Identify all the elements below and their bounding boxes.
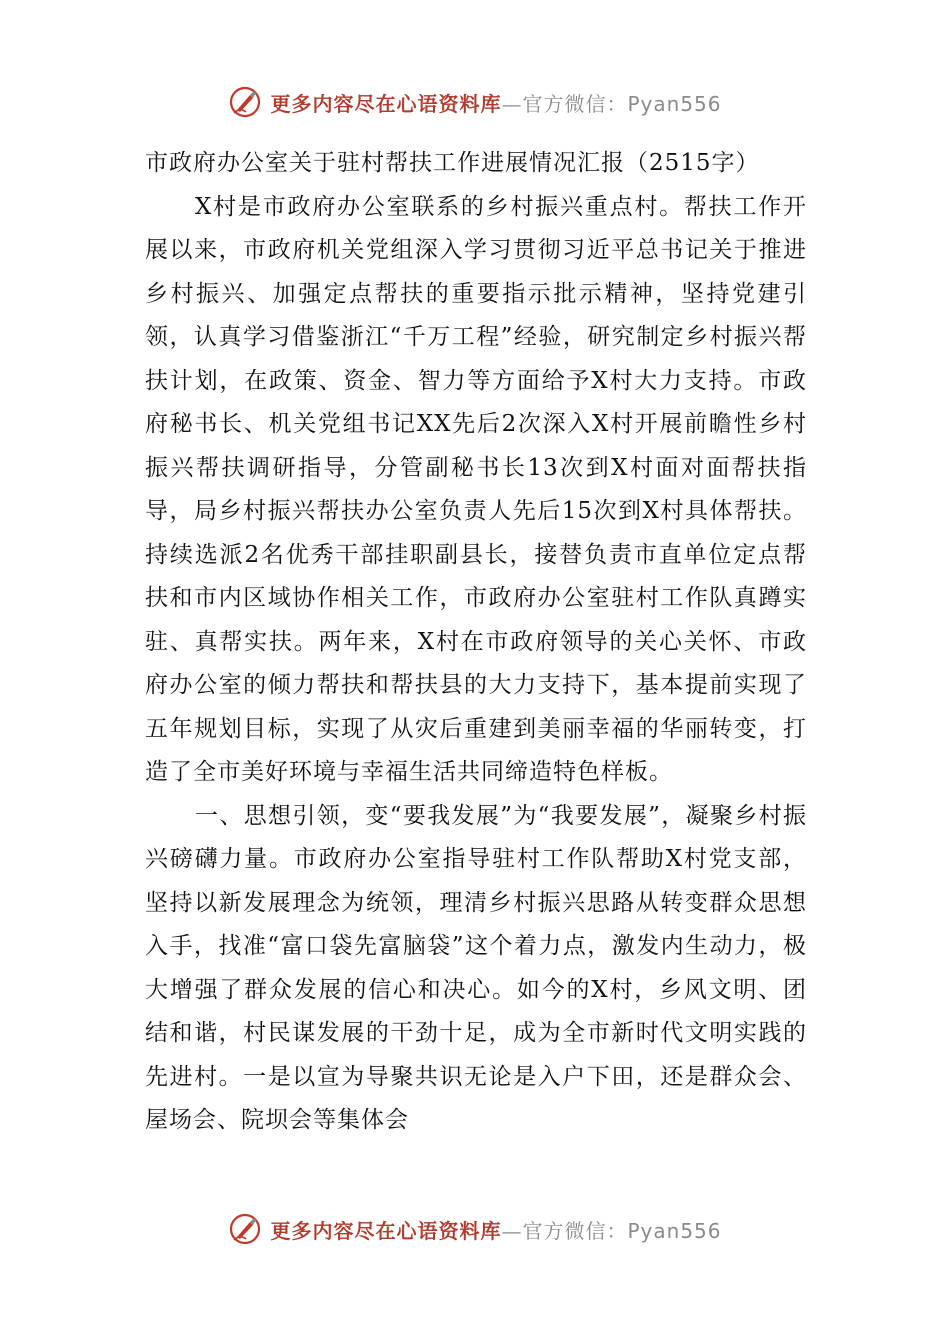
document-body — [145, 142, 807, 1143]
header-banner-text — [270, 88, 721, 117]
header-separator: — — [501, 91, 523, 116]
footer-wechat-label: 官方微信： — [522, 1218, 628, 1243]
footer-separator: — — [501, 1218, 523, 1243]
pen-logo-icon — [228, 85, 262, 119]
footer-site-name: 更多内容尽在心语资料库 — [270, 1218, 502, 1243]
footer-banner-text — [270, 1215, 721, 1244]
footer-wechat-id: Pyan556 — [627, 1218, 722, 1243]
header-wechat-id: Pyan556 — [627, 91, 722, 116]
pen-logo-icon — [228, 1212, 262, 1246]
header-wechat-label: 官方微信： — [522, 91, 628, 116]
header-watermark-banner — [0, 82, 950, 122]
paragraph-2: 一、思想引领，变“要我发展”为“我要发展”，凝聚乡村振兴磅礴力量。市政府办公室指导驻村工作队帮助X村党支部，坚持以新发展理念为统领，理清乡村振兴思路从转变群众思想入手，找准“富口袋先富脑袋”这个着力点，激发内生动力，极大增强了群众发展的信心和决心。如今的X村，乡风文明、团结和谐，村民谋发展的干劲十足，成为全市新时代文明实践的先进村。一是以宣为导聚共识无论是入户下田，还是群众会、屋场会、院坝会等集体会 — [145, 802, 807, 1133]
header-site-name: 更多内容尽在心语资料库 — [270, 91, 502, 116]
document-title: 市政府办公室关于驻村帮扶工作进展情况汇报（2515字） — [145, 150, 760, 176]
footer-watermark-banner — [0, 1209, 950, 1249]
paragraph-1: X村是市政府办公室联系的乡村振兴重点村。帮扶工作开展以来，市政府机关党组深入学习贯彻习近平总书记关于推进乡村振兴、加强定点帮扶的重要指示批示精神，坚持党建引领，认真学习借鉴浙江“千万工程”经验，研究制定乡村振兴帮扶计划，在政策、资金、智力等方面给予X村大力支持。市政府秘书长、机关党组书记XX先后2次深入X村开展前瞻性乡村振兴帮扶调研指导，分管副秘书长13次到X村面对面帮扶指导，局乡村振兴帮扶办公室负责人先后15次到X村具体帮扶。持续选派2名优秀干部挂职副县长，接替负责市直单位定点帮扶和市内区域协作相关工作，市政府办公室驻村工作队真蹲实驻、真帮实扶。两年来，X村在市政府领导的关心关怀、市政府办公室的倾力帮扶和帮扶县的大力支持下，基本提前实现了五年规划目标，实现了从灾后重建到美丽幸福的华丽转变，打造了全市美好环境与幸福生活共同缔造特色样板。 — [145, 193, 807, 785]
